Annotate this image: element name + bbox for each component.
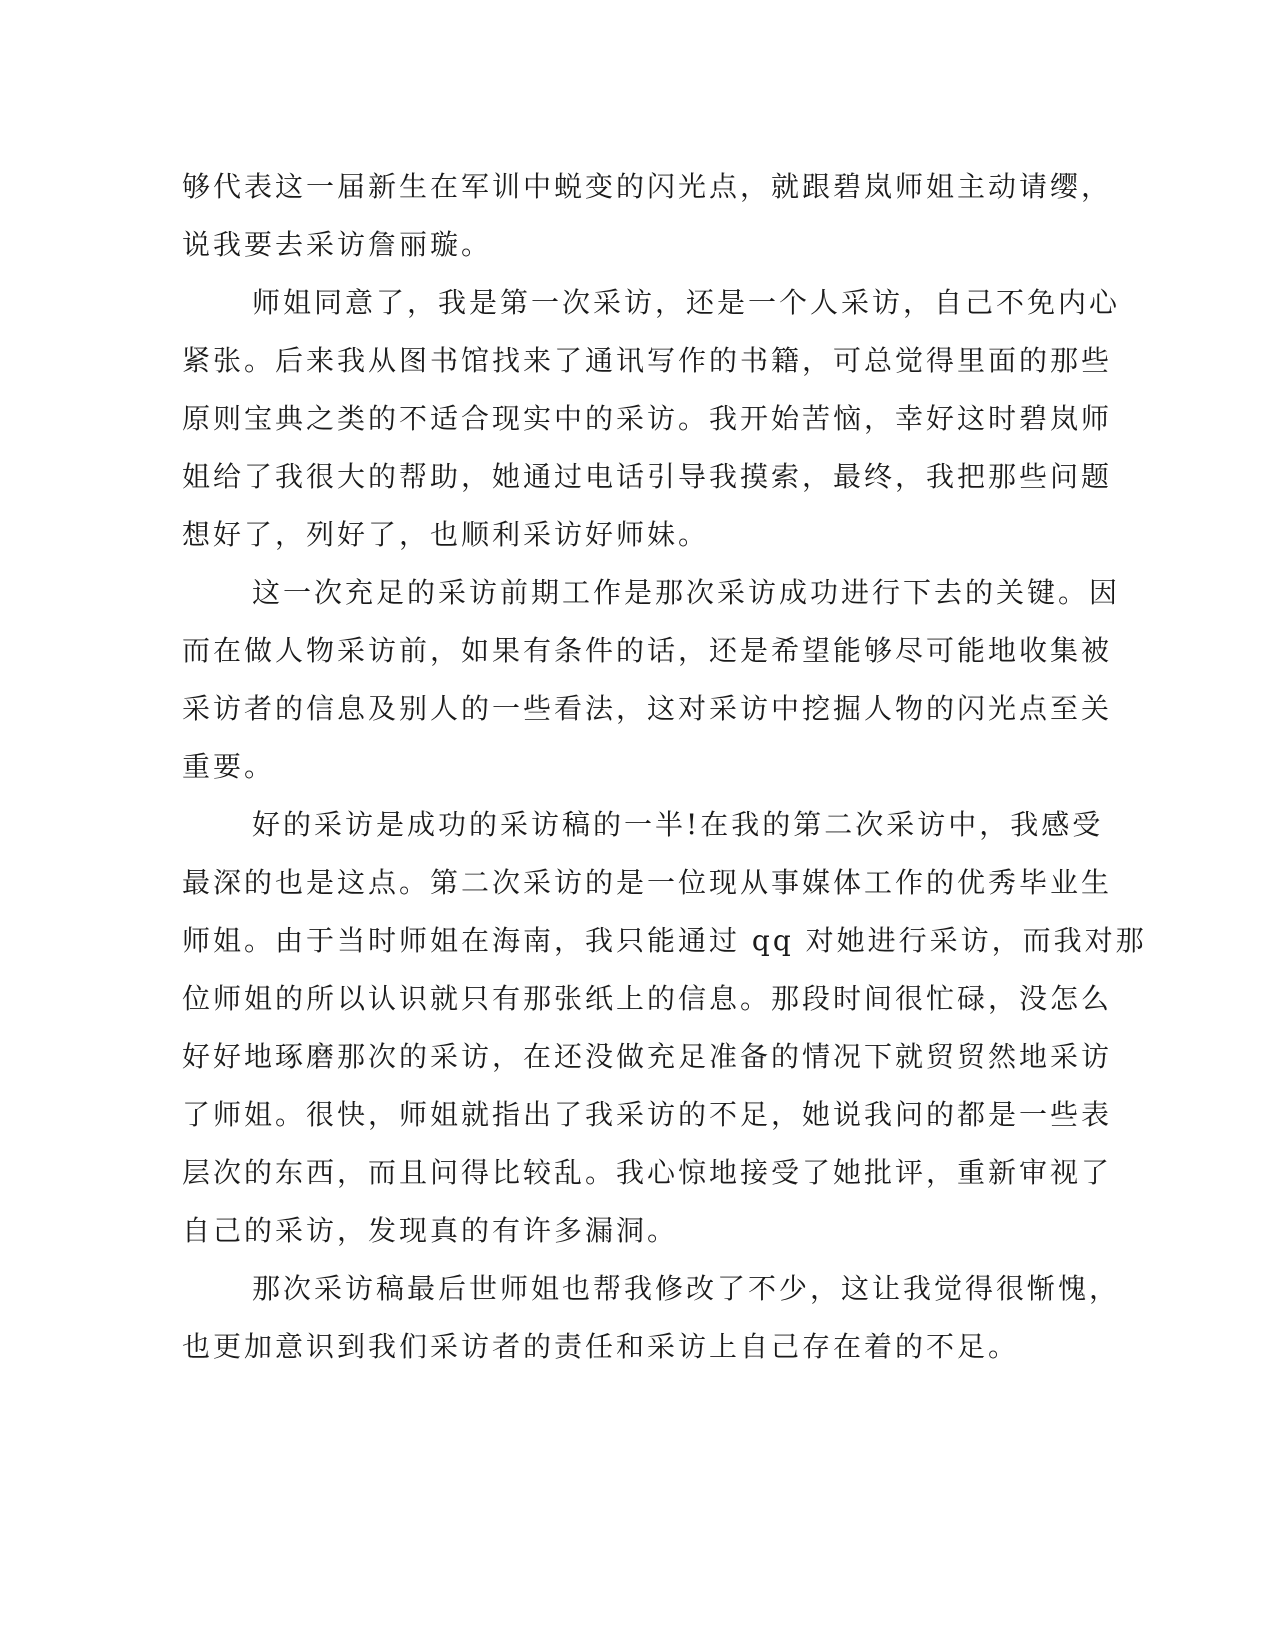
text-line: 说我要去采访詹丽璇。 (182, 228, 493, 261)
text-line: 了师姐。很快，师姐就指出了我采访的不足，她说我问的都是一些表 (182, 1098, 1113, 1131)
text-line: 姐给了我很大的帮助，她通过电话引导我摸索，最终，我把那些问题 (182, 460, 1113, 493)
text-line: 位师姐的所以认识就只有那张纸上的信息。那段时间很忙碌，没怎么 (182, 982, 1113, 1015)
text-line: 师姐同意了，我是第一次采访，还是一个人采访，自己不免内心 (252, 286, 1121, 319)
text-line: 好的采访是成功的采访稿的一半!在我的第二次采访中，我感受 (252, 808, 1104, 841)
text-line: 想好了，列好了，也顺利采访好师妹。 (182, 518, 710, 551)
text-line: 重要。 (182, 750, 276, 783)
document-body (182, 158, 1147, 1376)
text-line: 而在做人物采访前，如果有条件的话，还是希望能够尽可能地收集被 (182, 634, 1113, 667)
text-line: 紧张。后来我从图书馆找来了通讯写作的书籍，可总觉得里面的那些 (182, 344, 1113, 377)
text-line: 那次采访稿最后世师姐也帮我修改了不少，这让我觉得很惭愧， (252, 1272, 1121, 1305)
text-line: 层次的东西，而且问得比较乱。我心惊地接受了她批评，重新审视了 (182, 1156, 1113, 1189)
text-line: 这一次充足的采访前期工作是那次采访成功进行下去的关键。因 (252, 576, 1121, 609)
text-line: 好好地琢磨那次的采访，在还没做充足准备的情况下就贸贸然地采访 (182, 1040, 1113, 1073)
text-line: 原则宝典之类的不适合现实中的采访。我开始苦恼，幸好这时碧岚师 (182, 402, 1113, 435)
text-line: 最深的也是这点。第二次采访的是一位现从事媒体工作的优秀毕业生 (182, 866, 1113, 899)
text-line: 师姐。由于当时师姐在海南，我只能通过 qq 对她进行采访，而我对那 (182, 924, 1147, 957)
text-line: 够代表这一届新生在军训中蜕变的闪光点，就跟碧岚师姐主动请缨， (182, 170, 1113, 203)
text-line: 采访者的信息及别人的一些看法，这对采访中挖掘人物的闪光点至关 (182, 692, 1113, 725)
text-line: 自己的采访，发现真的有许多漏洞。 (182, 1214, 679, 1247)
text-line: 也更加意识到我们采访者的责任和采访上自己存在着的不足。 (182, 1330, 1020, 1363)
